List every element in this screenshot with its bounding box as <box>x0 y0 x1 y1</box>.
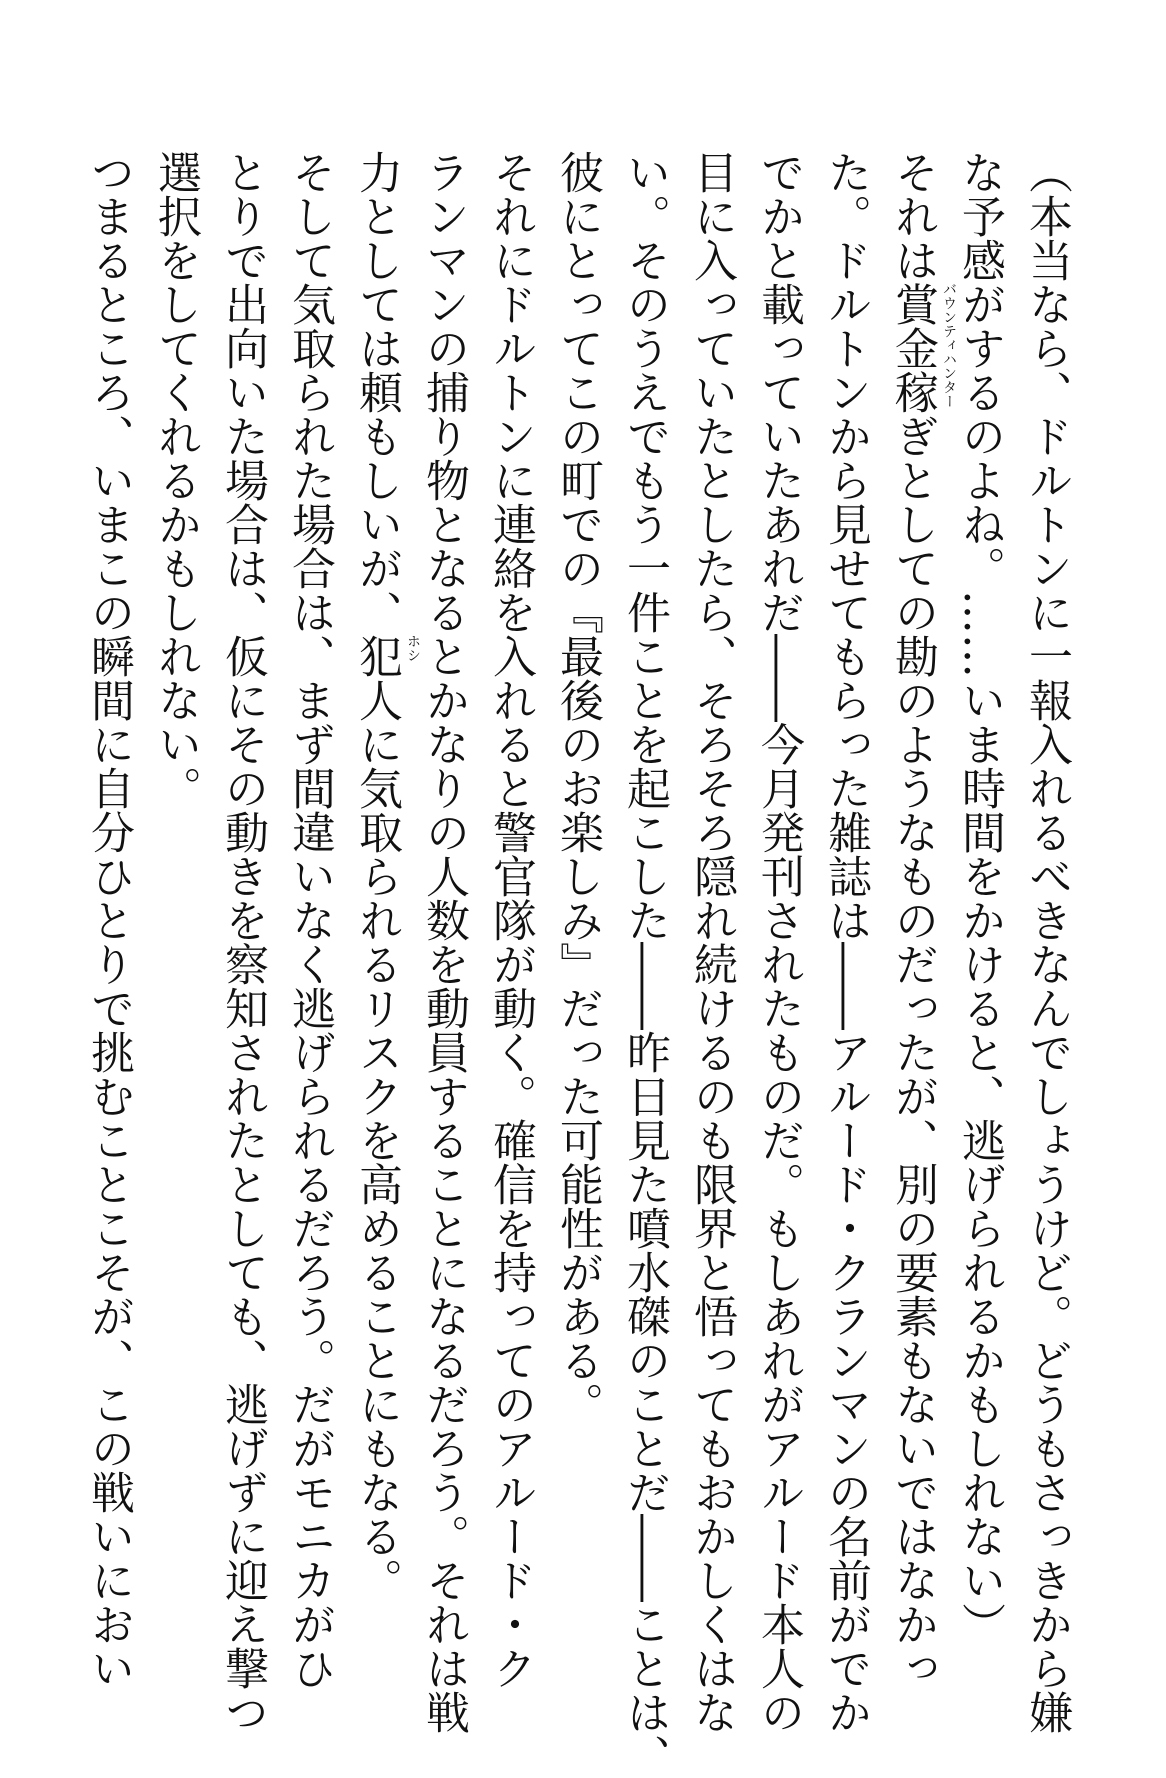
text-line: 彼にとってこの町での『最後のお楽しみ』だった可能性がある。 <box>552 150 603 1426</box>
text-line: とりで出向いた場合は、仮にその動きを察知されたとしても、逃げずに迎え撃つ <box>217 150 268 1734</box>
text-line: （本当なら、ドルトンに一報入れるべきなんでしょうけど。どうもさっきから嫌 <box>1021 150 1072 1734</box>
text-line <box>343 150 421 1602</box>
text-line: い。そのうえでもう一件ことを起こした――昨日見た噴水磔のことだ――ことは、 <box>619 150 670 1778</box>
text-segment: それは <box>887 150 938 282</box>
text-line: ランマンの捕り物となるとかなりの人数を動員することになるだろう。それは戦 <box>418 150 469 1734</box>
vertical-text-body <box>83 150 1080 1778</box>
ruby-reading: バウンティハンター <box>941 282 957 408</box>
text-line: な予感がするのよね。……いま時間をかけると、逃げられるかもしれない） <box>954 150 1005 1646</box>
ruby-base: 犯人 <box>351 634 402 722</box>
text-segment: 力としては頼もしいが、 <box>351 150 402 634</box>
text-line: 選択をしてくれるかもしれない。 <box>150 150 201 810</box>
text-line: た。ドルトンから見せてもらった雑誌は――アルード・クランマンの名前がでか <box>820 150 871 1734</box>
text-segment: に気取られるリスクを高めることにもなる。 <box>351 722 402 1602</box>
ruby-annotated-word <box>351 634 421 722</box>
ruby-reading: ホシ <box>405 634 421 662</box>
text-line: でかと載っていたあれだ――今月発刊されたものだ。もしあれがアルード本人の <box>753 150 804 1734</box>
text-line: そして気取られた場合は、まず間違いなく逃げられるだろう。だがモニカがひ <box>284 150 335 1690</box>
text-line: それにドルトンに連絡を入れると警官隊が動く。確信を持ってのアルード・ク <box>485 150 536 1690</box>
text-segment: としての勘のようなものだったが、別の要素もないではなかっ <box>887 458 938 1690</box>
ruby-annotated-word <box>887 282 957 458</box>
text-line: 目に入っていたとしたら、そろそろ隠れ続けるのも限界と悟ってもおかしくはな <box>686 150 737 1734</box>
ruby-base: 賞金稼ぎ <box>887 282 938 458</box>
text-line <box>879 150 957 1690</box>
text-line: つまるところ、いまこの瞬間に自分ひとりで挑むことこそが、この戦いにおい <box>83 150 134 1690</box>
